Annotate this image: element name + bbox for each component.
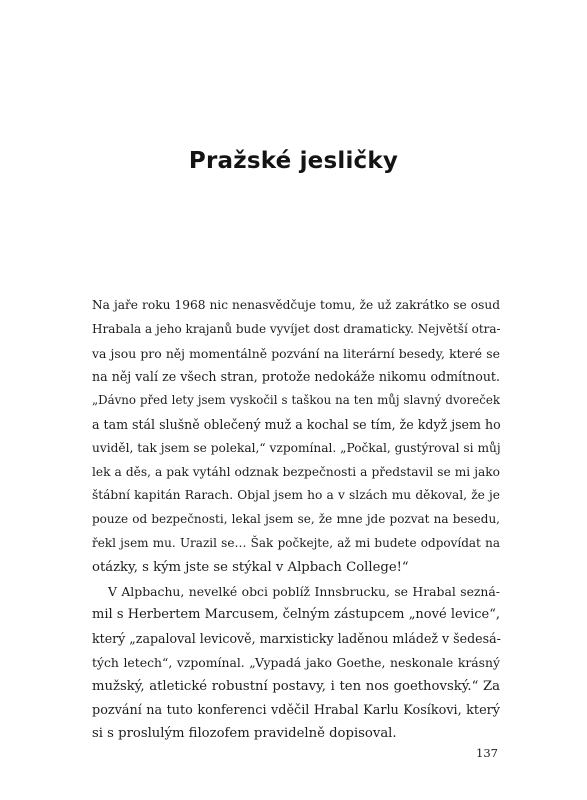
text-line: pouze od bezpečnosti, lekal jsem se, že mne jde pozvat na besedu, xyxy=(92,512,500,527)
text-line: který „zapaloval levicově, marxisticky laděnou mládež v šedesá- xyxy=(92,631,501,647)
body-text xyxy=(92,294,500,746)
text-line: uviděl, tak jsem se polekal,“ vzpomínal. „Počkal, gustýroval si můj xyxy=(92,440,501,455)
text-line: na něj valí ze všech stran, protože nedokáže nikomu odmítnout. xyxy=(92,369,500,385)
page-number: 137 xyxy=(476,746,498,760)
text-line: mil s Herbertem Marcusem, čelným zástupcem „nové levice“, xyxy=(92,607,500,623)
text-line: „Dávno před lety jsem vyskočil s taškou na ten můj slavný dvoreček xyxy=(92,393,500,408)
paragraph xyxy=(92,294,500,580)
chapter-title: Pražské jesličky xyxy=(188,148,399,174)
text-line: a tam stál slušně oblečený muž a kochal se tím, že když jsem ho xyxy=(92,416,501,432)
text-line: V Alpbachu, nevelké obci poblíž Innsbrucku, se Hrabal sezná- xyxy=(108,583,500,599)
text-line: va jsou pro něj momentálně pozvání na literární besedy, které se xyxy=(92,345,500,361)
text-line: tých letech“, vzpomínal. „Vypadá jako Goethe, neskonale krásný xyxy=(92,654,500,670)
text-line: si s proslulým filozofem pravidelně dopisoval. xyxy=(92,726,397,742)
text-line: lek a děs, a pak vytáhl odznak bezpečnosti a představil se mi jako xyxy=(92,464,500,479)
text-line: Na jaře roku 1968 nic nenasvědčuje tomu, že už zakrátko se osud xyxy=(92,298,500,312)
text-line: otázky, s kým jste se stýkal v Alpbach College!“ xyxy=(92,559,409,575)
text-line: Hrabala a jeho krajanů bude vyvíjet dost dramaticky. Největší otra- xyxy=(92,321,501,336)
text-line: pozvání na tuto konferenci vděčil Hrabal Karlu Kosíkovi, který xyxy=(92,702,500,718)
text-line: mužský, atletické robustní postavy, i ten nos goethovský.“ Za xyxy=(92,678,500,694)
text-line: štábní kapitán Rarach. Objal jsem ho a v slzách mu děkoval, že je xyxy=(92,488,500,503)
paragraph xyxy=(92,580,500,747)
text-line: řekl jsem mu. Urazil se… Šak počkejte, až mi budete odpovídat na xyxy=(92,535,500,550)
